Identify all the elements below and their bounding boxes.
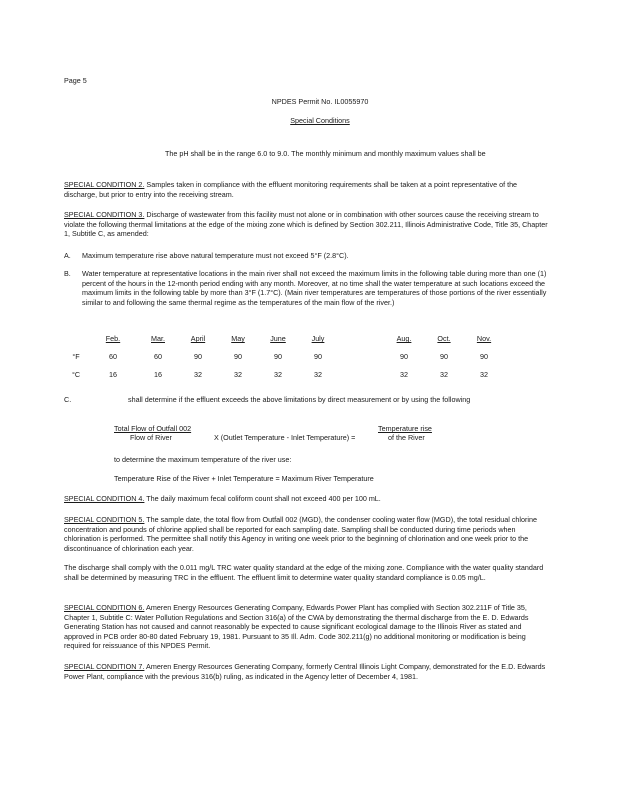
table-cell: 16 [154, 370, 162, 379]
table-cell: 90 [194, 352, 202, 361]
formula-numerator: Total Flow of Outfall 002 [114, 424, 192, 433]
item-b-text: Water temperature at representative locations in the main river shall not exceed the maximum limits in the following table during more than one (1) percent of the hours in the 12-month period ending with any month. Moreover, at no time shall the water temperature at such locations exceed the maximum limits in the following table by more than 3°F (1.7°C). (Main river temperatures are temperatures of those portions of the river essentially similar to and following the same thermal regime as the temperatures of the main flow of the river.) [82, 269, 547, 307]
table-header-row [64, 334, 504, 343]
table-cell: 32 [480, 370, 488, 379]
special-condition-6 [64, 603, 550, 651]
page-label: Page 5 [64, 76, 87, 85]
condition-label: SPECIAL CONDITION 7. [64, 662, 145, 671]
condition-label: SPECIAL CONDITION 4. [64, 494, 145, 503]
month-header: Nov. [476, 334, 492, 343]
section-title: Special Conditions [290, 116, 350, 125]
item-c-text: shall determine if the effluent exceeds the above limitations by direct measurement or by using the following [128, 395, 471, 404]
month-header: May [231, 334, 245, 343]
condition-label: SPECIAL CONDITION 2. [64, 180, 145, 189]
special-condition-2 [64, 180, 550, 199]
formula-determine-line: to determine the maximum temperature of the river use: [114, 455, 292, 464]
table-cell: 32 [194, 370, 202, 379]
item-a-text: Maximum temperature rise above natural temperature must not exceed 5°F (2.8°C). [82, 251, 349, 260]
unit-label: °F [72, 352, 80, 361]
table-row [64, 352, 504, 361]
table-cell: 32 [274, 370, 282, 379]
formula-rise-top: Temperature rise [378, 424, 432, 433]
formula-rise-bottom: of the River [388, 433, 425, 442]
special-condition-5 [64, 515, 550, 553]
formula-multiplier: X (Outlet Temperature - Inlet Temperature) = [214, 433, 356, 442]
table-cell: 90 [274, 352, 282, 361]
table-cell: 90 [480, 352, 488, 361]
condition-label: SPECIAL CONDITION 5. [64, 515, 145, 524]
item-c-letter: C. [64, 395, 72, 404]
table-cell: 32 [314, 370, 322, 379]
table-cell: 90 [314, 352, 322, 361]
formula-denominator: Flow of River [130, 433, 172, 442]
special-condition-4 [64, 494, 381, 503]
month-header: Oct. [437, 334, 451, 343]
ph-line: The pH shall be in the range 6.0 to 9.0. The monthly minimum and monthly maximum values shall be [165, 149, 486, 158]
table-cell: 90 [400, 352, 408, 361]
table-cell: 16 [109, 370, 117, 379]
table-cell: 90 [234, 352, 242, 361]
table-row [64, 370, 504, 379]
table-cell: 60 [154, 352, 162, 361]
table-cell: 32 [400, 370, 408, 379]
month-header: July [311, 334, 325, 343]
condition-text: Samples taken in compliance with the effluent monitoring requirements shall be taken at a point representative of the discharge, but prior to entry into the receiving stream. [64, 180, 518, 199]
month-header: April [190, 334, 206, 343]
condition-text: The daily maximum fecal coliform count shall not exceed 400 per 100 mL. [146, 494, 381, 503]
condition-label: SPECIAL CONDITION 3. [64, 210, 145, 219]
formula-equation: Temperature Rise of the River + Inlet Temperature = Maximum River Temperature [114, 474, 374, 483]
permit-number: NPDES Permit No. IL0055970 [271, 97, 369, 106]
condition-text: Ameren Energy Resources Generating Company, Edwards Power Plant has complied with Section 302.211F of Title 35, Chapter 1, Subtitle C: Water Pollution Regulations and Section 316(a) of the CWA by demonstrating the thermal discharge from the E. D. Edwards Generating Station has not caused and cannot reasonably be expected to cause significant ecological damage to the Illinois River as stated and approved in PCB order 80-80 dated February 19, 1981. Pursuant to 35 Ill. Adm. Code 302.211(g) no additional monitoring or modification is being required for reissuance of this NPDES Permit. [64, 603, 529, 650]
table-cell: 90 [440, 352, 448, 361]
temperature-table [64, 334, 504, 379]
table-cell: 32 [234, 370, 242, 379]
special-condition-5-paragraph-2: The discharge shall comply with the 0.011 mg/L TRC water quality standard at the edge of the mixing zone. Compliance with the water quality standard shall be determined by measuring TRC in the effluent. The effluent limit to determine water quality standard compliance is 0.05 mg/L. [64, 563, 544, 582]
month-header: June [270, 334, 286, 343]
condition-text: Discharge of wastewater from this facility must not alone or in combination with other sources cause the receiving stream to violate the following thermal limitations at the edge of the mixing zone which is defined by Section 302.211, Illinois Administrative Code, Title 35, Chapter 1, Subtitle C, as amended: [64, 210, 548, 238]
special-condition-3 [64, 210, 550, 239]
item-a-letter: A. [64, 251, 71, 260]
condition-label: SPECIAL CONDITION 6. [64, 603, 145, 612]
table-cell: 32 [440, 370, 448, 379]
month-header: Feb. [105, 334, 121, 343]
condition-text: The sample date, the total flow from Outfall 002 (MGD), the condenser cooling water flow (MGD), the total residual chlorine concentration and pounds of chlorine applied shall be reported for each sampling date. Sampling shall be conducted during time periods when chlorination is performed. The permittee shall notify this Agency in writing one week prior to the beginning of chlorination and one week prior to the discontinuance of chlorination each year. [64, 515, 537, 553]
table-cell: 60 [109, 352, 117, 361]
month-header: Aug. [396, 334, 412, 343]
unit-label: °C [71, 370, 81, 379]
condition-text: Ameren Energy Resources Generating Company, formerly Central Illinois Light Company, demonstrated for the E.D. Edwards Power Plant, compliance with the previous 316(b) ruling, as indicated in the Agency letter of December 4, 1981. [64, 662, 546, 681]
special-condition-7 [64, 662, 550, 681]
month-header: Mar. [151, 334, 165, 343]
item-b-letter: B. [64, 269, 71, 278]
